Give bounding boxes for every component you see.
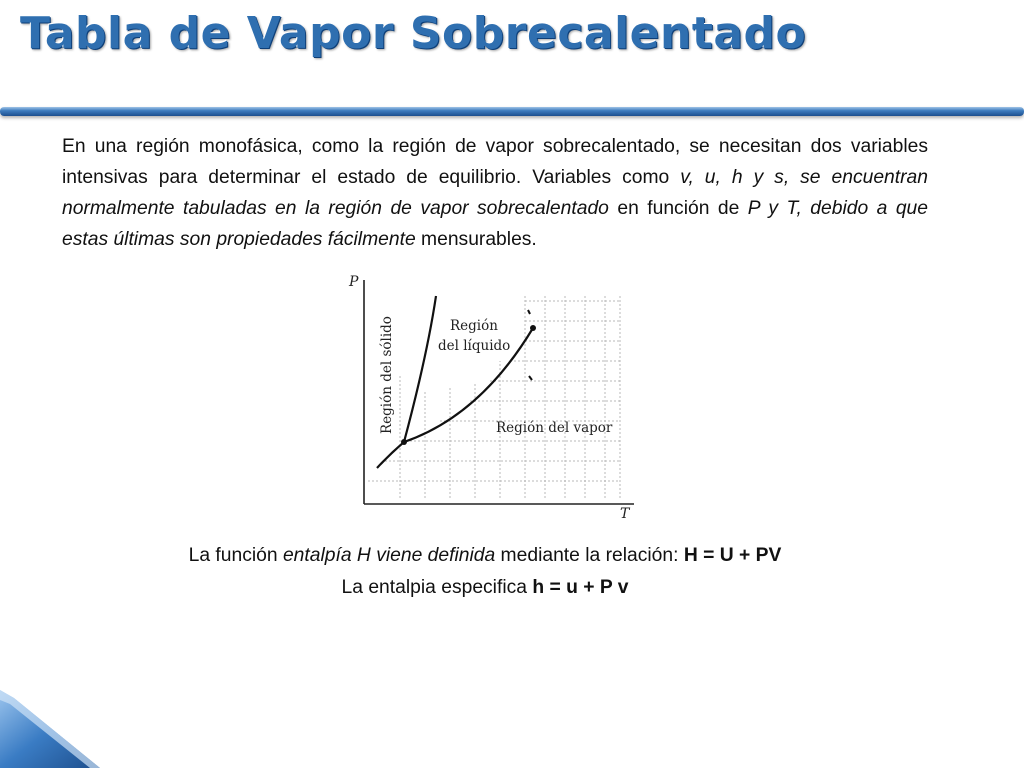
body-paragraph	[62, 131, 928, 255]
liquid-region-label-line1: Región	[450, 318, 498, 334]
phase-diagram	[340, 266, 650, 524]
specific-enthalpy	[0, 577, 1024, 599]
para-text-2: v, u, h y s, se encuentran normalmente tabuladas en la región de vapor sobrecalentado	[62, 167, 928, 219]
critical-point	[530, 325, 536, 331]
triple-point	[401, 439, 407, 445]
formula2-equation: h = u + P v	[532, 577, 629, 598]
formula2-prefix: La entalpia especifica	[341, 577, 533, 598]
para-text-4: P y T, debido a que estas últimas son propiedades fácilmente	[62, 198, 929, 250]
para-text-3: en función de	[608, 198, 748, 219]
t-axis-label: T	[620, 506, 630, 522]
diagram-axes	[364, 280, 634, 504]
vapor-region-label: Región del vapor	[496, 420, 613, 436]
enthalpy-definition	[0, 545, 1024, 567]
scan-mark	[528, 310, 530, 314]
formula1-middle: mediante la relación:	[495, 545, 684, 566]
slide-title: Tabla de Vapor Sobrecalentado	[20, 8, 807, 59]
formula1-prefix: La función	[188, 545, 283, 566]
scan-mark-2	[529, 376, 532, 380]
formula1-equation: H = U + PV	[683, 545, 782, 566]
corner-accent	[0, 690, 110, 768]
solid-region-label: Región del sólido	[379, 316, 395, 434]
fusion-curve	[404, 296, 436, 442]
liquid-region-label-line2: del líquido	[438, 338, 511, 354]
formula1-italic: entalpía H viene definida	[282, 545, 496, 566]
para-text-5: mensurables.	[415, 229, 537, 250]
title-divider	[0, 107, 1024, 116]
para-text-1: En una región monofásica, como la región de vapor sobrecalentado, se necesitan dos variables intensivas para determinar el estado de equilibrio. Variables como	[62, 136, 928, 188]
p-axis-label: P	[349, 274, 359, 290]
